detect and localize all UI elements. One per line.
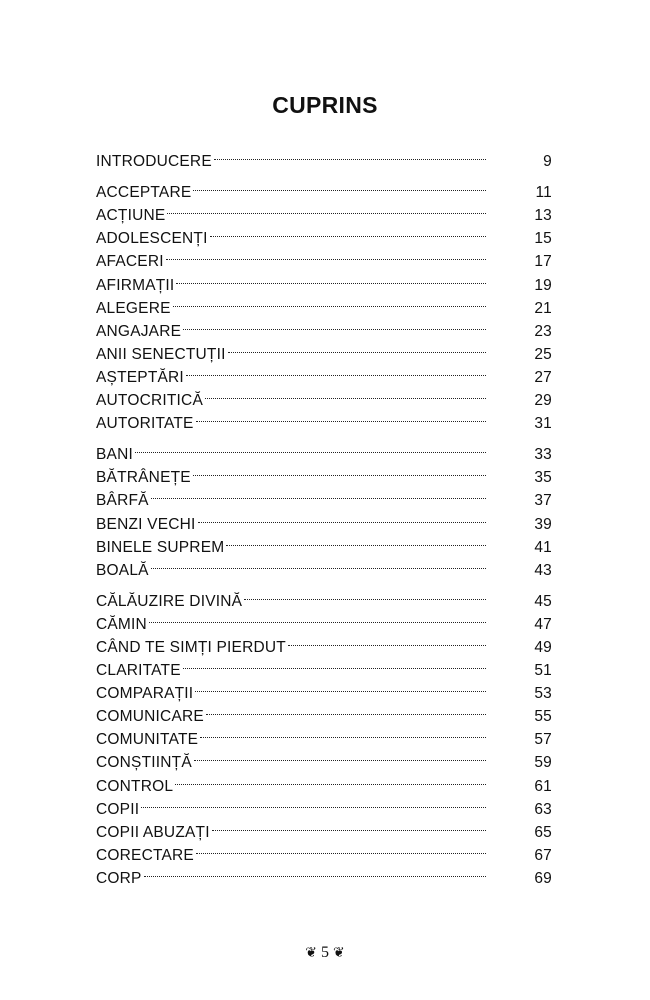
toc-entry-page: 69 bbox=[534, 869, 552, 887]
toc-entry[interactable] bbox=[96, 436, 552, 464]
dot-leader bbox=[149, 606, 486, 629]
toc-entry-page: 17 bbox=[534, 253, 552, 271]
toc-entry-page: 63 bbox=[534, 800, 552, 818]
toc-entry-label: BANI bbox=[96, 446, 133, 464]
ornament-right-icon: ❦ bbox=[333, 945, 345, 961]
toc-group bbox=[96, 143, 552, 171]
toc-entry-page: 43 bbox=[534, 561, 552, 579]
toc-entry-label: AFIRMAȚII bbox=[96, 276, 175, 294]
toc-entry[interactable] bbox=[96, 606, 552, 633]
dot-leader bbox=[212, 814, 486, 837]
dot-leader bbox=[200, 721, 486, 744]
dot-leader bbox=[151, 552, 486, 575]
page-title: CUPRINS bbox=[272, 92, 378, 118]
toc-entry-page: 55 bbox=[534, 708, 552, 726]
toc-entry[interactable] bbox=[96, 143, 552, 171]
toc-entry-page: 27 bbox=[534, 368, 552, 386]
toc-entry-label: CLARITATE bbox=[96, 662, 181, 680]
dot-leader bbox=[186, 359, 486, 382]
toc-entry-label: ANGAJARE bbox=[96, 322, 182, 340]
dot-leader bbox=[193, 459, 486, 482]
toc-group bbox=[96, 174, 552, 433]
toc-entry[interactable] bbox=[96, 174, 552, 202]
toc-entry-label: COPII bbox=[96, 800, 140, 818]
dot-leader bbox=[193, 174, 486, 197]
dot-leader bbox=[167, 197, 486, 220]
toc-entry-page: 49 bbox=[534, 638, 552, 656]
dot-leader bbox=[198, 505, 486, 528]
toc-entry-page: 21 bbox=[534, 299, 552, 317]
toc-entry-label: CĂLĂUZIRE DIVINĂ bbox=[96, 592, 243, 610]
toc-entry-page: 67 bbox=[534, 846, 552, 864]
dot-leader bbox=[176, 266, 486, 289]
dot-leader bbox=[144, 860, 486, 883]
page-number: 5 bbox=[321, 944, 329, 961]
toc-entry[interactable] bbox=[96, 583, 552, 610]
toc-entry-label: AUTORITATE bbox=[96, 415, 194, 433]
toc-entry-page: 15 bbox=[534, 230, 552, 248]
toc-entry[interactable] bbox=[96, 482, 552, 510]
dot-leader bbox=[196, 837, 486, 860]
dot-leader bbox=[141, 791, 486, 814]
toc-entry-label: COMUNITATE bbox=[96, 731, 199, 749]
toc-entry-label: BENZI VECHI bbox=[96, 515, 196, 533]
dot-leader bbox=[228, 336, 486, 359]
toc-entry-page: 45 bbox=[534, 592, 552, 610]
dot-leader bbox=[183, 313, 486, 336]
toc-entry-label: BINELE SUPREM bbox=[96, 538, 225, 556]
toc-entry-page: 51 bbox=[534, 662, 552, 680]
toc-entry-page: 35 bbox=[534, 469, 552, 487]
toc-entry-page: 41 bbox=[534, 538, 552, 556]
table-of-contents bbox=[96, 143, 552, 891]
toc-entry-page: 61 bbox=[534, 777, 552, 795]
toc-entry-label: COPII ABUZAȚI bbox=[96, 823, 210, 841]
toc-entry-page: 47 bbox=[534, 615, 552, 633]
dot-leader bbox=[205, 382, 486, 405]
toc-entry-page: 23 bbox=[534, 322, 552, 340]
toc-entry-label: BĂTRÂNEȚE bbox=[96, 469, 191, 487]
toc-entry-label: CÂND TE SIMȚI PIERDUT bbox=[96, 638, 286, 656]
toc-entry[interactable] bbox=[96, 459, 552, 487]
toc-entry-label: CORECTARE bbox=[96, 846, 194, 864]
toc-group bbox=[96, 583, 552, 887]
dot-leader bbox=[151, 482, 486, 505]
toc-entry-label: ACȚIUNE bbox=[96, 207, 166, 225]
toc-entry-page: 31 bbox=[534, 415, 552, 433]
toc-entry-label: BOALĂ bbox=[96, 561, 149, 579]
toc-entry-label: ADOLESCENȚI bbox=[96, 230, 208, 248]
dot-leader bbox=[166, 243, 486, 266]
toc-group bbox=[96, 436, 552, 579]
toc-entry-label: ALEGERE bbox=[96, 299, 171, 317]
toc-entry-page: 33 bbox=[534, 446, 552, 464]
toc-entry[interactable] bbox=[96, 552, 552, 579]
toc-entry-page: 29 bbox=[534, 392, 552, 410]
dot-leader bbox=[206, 698, 486, 721]
toc-entry[interactable] bbox=[96, 266, 552, 294]
dot-leader bbox=[226, 529, 486, 552]
dot-leader bbox=[210, 220, 486, 243]
toc-entry-page: 65 bbox=[534, 823, 552, 841]
dot-leader bbox=[175, 767, 486, 790]
toc-entry-label: COMPARAȚII bbox=[96, 685, 194, 703]
dot-leader bbox=[173, 290, 486, 313]
toc-entry-label: CĂMIN bbox=[96, 615, 147, 633]
toc-entry[interactable] bbox=[96, 505, 552, 533]
toc-entry-label: CONȘTIINȚĂ bbox=[96, 754, 192, 772]
toc-entry-label: ACCEPTARE bbox=[96, 184, 192, 202]
dot-leader bbox=[214, 143, 486, 166]
dot-leader bbox=[183, 652, 486, 675]
toc-entry-label: AȘTEPTĂRI bbox=[96, 368, 184, 386]
toc-entry-page: 57 bbox=[534, 731, 552, 749]
toc-entry-page: 37 bbox=[534, 492, 552, 510]
toc-entry-page: 13 bbox=[534, 207, 552, 225]
toc-entry-label: AUTOCRITICĂ bbox=[96, 392, 203, 410]
toc-entry-page: 9 bbox=[543, 153, 552, 171]
page-footer bbox=[0, 944, 650, 962]
toc-entry-page: 25 bbox=[534, 345, 552, 363]
dot-leader bbox=[194, 744, 486, 767]
toc-entry-page: 53 bbox=[534, 685, 552, 703]
toc-entry[interactable] bbox=[96, 814, 552, 841]
dot-leader bbox=[288, 629, 486, 652]
toc-entry[interactable] bbox=[96, 791, 552, 818]
dot-leader bbox=[196, 405, 486, 428]
dot-leader bbox=[195, 675, 486, 698]
toc-entry-label: CONTROL bbox=[96, 777, 174, 795]
toc-entry-label: BÂRFĂ bbox=[96, 492, 149, 510]
toc-entry-page: 39 bbox=[534, 515, 552, 533]
toc-entry-page: 59 bbox=[534, 754, 552, 772]
toc-entry-page: 11 bbox=[535, 184, 552, 202]
toc-entry-label: ANII SENECTUȚII bbox=[96, 345, 226, 363]
toc-entry[interactable] bbox=[96, 860, 552, 887]
toc-entry-page: 19 bbox=[534, 276, 552, 294]
dot-leader bbox=[135, 436, 486, 459]
toc-entry[interactable] bbox=[96, 629, 552, 656]
ornament-left-icon: ❦ bbox=[305, 945, 317, 961]
toc-entry-label: COMUNICARE bbox=[96, 708, 204, 726]
toc-entry-label: CORP bbox=[96, 869, 142, 887]
dot-leader bbox=[244, 583, 486, 606]
toc-entry-label: INTRODUCERE bbox=[96, 153, 212, 171]
toc-entry-label: AFACERI bbox=[96, 253, 164, 271]
